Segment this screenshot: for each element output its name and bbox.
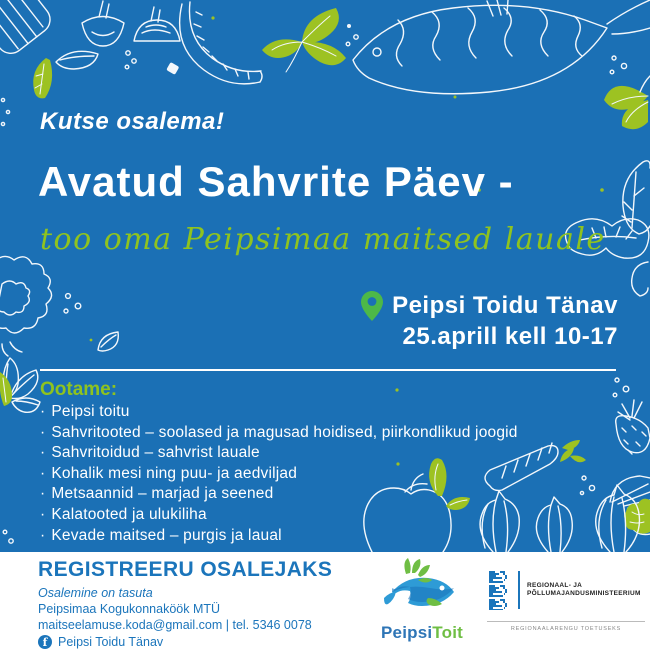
logo-text-toit: Toit (432, 623, 463, 642)
list-item-label: Kevade maitsed – purgis ja laual (51, 526, 282, 544)
tagline-script: too oma Peipsimaa maitsed lauale (40, 222, 606, 257)
organizer-name: Peipsimaa Kogukonnaköök MTÜ (38, 602, 221, 616)
event-location: Peipsi Toidu Tänav (392, 292, 618, 319)
strawberry-icon (616, 400, 650, 454)
leaf-icon (98, 332, 118, 351)
ministry-name-line1: REGIONAAL- JA (527, 581, 583, 589)
list-item-label: Sahvritooted – soolased ja magusad hoidised, piirkondlikud joogid (51, 423, 518, 441)
poster-title: Avatud Sahvrite Päev - (38, 158, 514, 205)
invite-heading: Kutse osalema! (40, 108, 225, 135)
basil-leaves-icon (604, 76, 650, 129)
registration-block (38, 558, 332, 649)
bullet: · (40, 485, 46, 503)
list-item-label: Peipsi toitu (51, 403, 130, 420)
list-item-label: Kalatooted ja ulukiliha (51, 505, 207, 523)
expectations-heading: Ootame: (40, 379, 118, 400)
facebook-page-name: Peipsi Toidu Tänav (58, 635, 164, 649)
list-item-label: Kohalik mesi ning puu- ja aedviljad (51, 464, 298, 482)
leaves-icon (0, 358, 40, 412)
banana-icon (166, 2, 262, 84)
bullet: · (40, 444, 46, 462)
peipsi-toit-fish-icon (370, 558, 474, 620)
logo-text-peipsi: Peipsi (381, 623, 433, 642)
poster-footer (0, 552, 650, 649)
divider-line (40, 369, 616, 371)
list-item (40, 423, 518, 444)
peipsi-toit-wordmark (368, 623, 476, 643)
list-item (40, 484, 518, 505)
list-item (40, 443, 518, 464)
fish-icon (353, 0, 650, 94)
event-datetime: 25.aprill kell 10-17 (402, 323, 618, 350)
leaf-icon (33, 51, 98, 98)
coat-of-arms-icon (487, 570, 511, 610)
facebook-icon: f (38, 635, 52, 649)
list-item (40, 526, 518, 547)
participation-note: Osalemine on tasuta (38, 586, 153, 600)
expectations-list (40, 402, 518, 546)
location-pin-icon (361, 291, 383, 321)
logo-divider (518, 571, 520, 609)
list-item (40, 402, 518, 423)
broccoli-icon (624, 499, 650, 534)
bullet: · (40, 505, 46, 523)
register-title: REGISTREERU OSALEJAKS (38, 558, 333, 581)
jar-icon (0, 0, 56, 59)
contact-info[interactable]: maitseelamuse.koda@gmail.com | tel. 5346 0078 (38, 618, 312, 632)
bullet: · (40, 464, 46, 482)
ministry-logo (487, 570, 645, 632)
list-item (40, 505, 518, 526)
facebook-link[interactable] (38, 635, 332, 649)
list-item-label: Metsaannid – marjad ja seened (51, 485, 274, 503)
event-details (361, 290, 618, 352)
bullet: · (40, 526, 46, 544)
list-item-label: Sahvritoidud – sahvrist lauale (51, 444, 260, 462)
ministry-subtext: REGIONAALARENGU TOETUSEKS (510, 626, 622, 632)
ministry-separator (487, 621, 645, 622)
bullet: · (40, 403, 46, 420)
peipsi-toit-logo (368, 558, 476, 643)
basil-leaves-icon (262, 8, 358, 72)
list-item (40, 464, 518, 485)
bullet: · (40, 423, 46, 441)
ministry-name-line2: PÕLLUMAJANDUSMINISTEERIUM (527, 590, 641, 597)
ministry-name (527, 582, 641, 599)
bubbles-icon (613, 378, 629, 397)
